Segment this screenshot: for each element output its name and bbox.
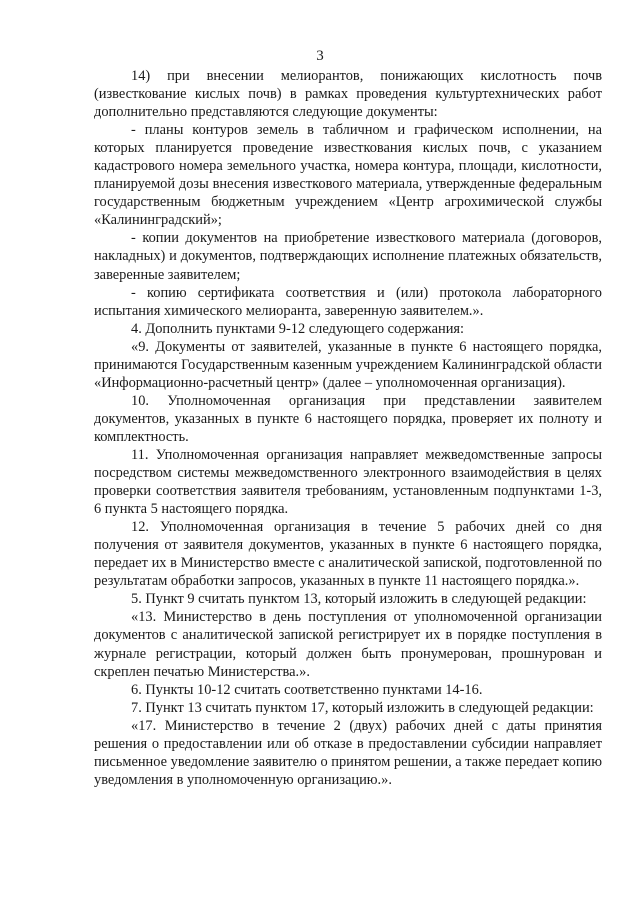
paragraph-item-14: 14) при внесении мелиорантов, понижающих кислотность почв (известкование кислых почв) в рамках проведения культуртехнических работ дополнительно представляются следующие документы: bbox=[94, 68, 602, 121]
paragraph-purchase-docs: - копии документов на приобретение известкового материала (договоров, накладных) и документов, подтверждающих исполнение платежных обязательств, заверенные заявителем; bbox=[94, 230, 602, 283]
paragraph-clause-17: «17. Министерство в течение 2 (двух) рабочих дней с даты принятия решения о предоставлении или об отказе в предоставлении субсидии направляет письменное уведомление заявителю о принятом решении, а также передает копию уведомления в уполномоченную организацию.». bbox=[94, 717, 602, 788]
paragraph-clause-10: 10. Уполномоченная организация при представлении заявителем документов, указанных в пункте 6 настоящего порядка, проверяет их полноту и комплектность. bbox=[94, 392, 602, 445]
paragraph-lime-plans: - планы контуров земель в табличном и графическом исполнении, на которых планируется проведение известкования кислых почв, с указанием кадастрового номера земельного участка, номера контура, площади, кислотности, планируемой дозы внесения известкового материала, утвержденные федеральным государственным бюджетным учреждением «Центр агрохимической службы «Калининградский»; bbox=[94, 122, 602, 229]
paragraph-clause-11: 11. Уполномоченная организация направляет межведомственные запросы посредством системы межведомственного электронного взаимодействия в целях проверки соответствия заявителя требованиям, установленным подпунктами 1-3, 6 пункта 5 настоящего порядка. bbox=[94, 446, 602, 518]
paragraph-amendment-5: 5. Пункт 9 считать пунктом 13, который изложить в следующей редакции: bbox=[131, 591, 587, 608]
paragraph-clause-9: «9. Документы от заявителей, указанные в пункте 6 настоящего порядка, принимаются Государственным казенным учреждением Калининградской области «Информационно-расчетный центр» (далее – уполномоченная организация). bbox=[94, 338, 602, 391]
paragraph-amendment-4: 4. Дополнить пунктами 9-12 следующего содержания: bbox=[131, 320, 465, 337]
paragraph-amendment-7: 7. Пункт 13 считать пунктом 17, который изложить в следующей редакции: bbox=[131, 699, 594, 716]
paragraph-certificate: - копию сертификата соответствия и (или) протокола лабораторного испытания химического мелиоранта, заверенную заявителем.». bbox=[94, 284, 602, 319]
paragraph-clause-13: «13. Министерство в день поступления от уполномоченной организации документов с аналитической запиской регистрирует их в порядке поступления в журнале регистрации, который должен быть пронумерован, прошнурован и скреплен печатью Министерства.». bbox=[94, 609, 602, 680]
paragraph-clause-12: 12. Уполномоченная организация в течение 5 рабочих дней со дня получения от заявителя документов, указанных в пункте 6 настоящего порядка, передает их в Министерство вместе с аналитической запиской, подготовленной по результатам обработки запросов, указанных в пункте 11 настоящего порядка.». bbox=[94, 519, 602, 590]
page-number: 3 bbox=[316, 48, 324, 64]
paragraph-amendment-6: 6. Пункты 10-12 считать соответственно пунктами 14-16. bbox=[131, 681, 483, 698]
document-body bbox=[94, 67, 602, 789]
